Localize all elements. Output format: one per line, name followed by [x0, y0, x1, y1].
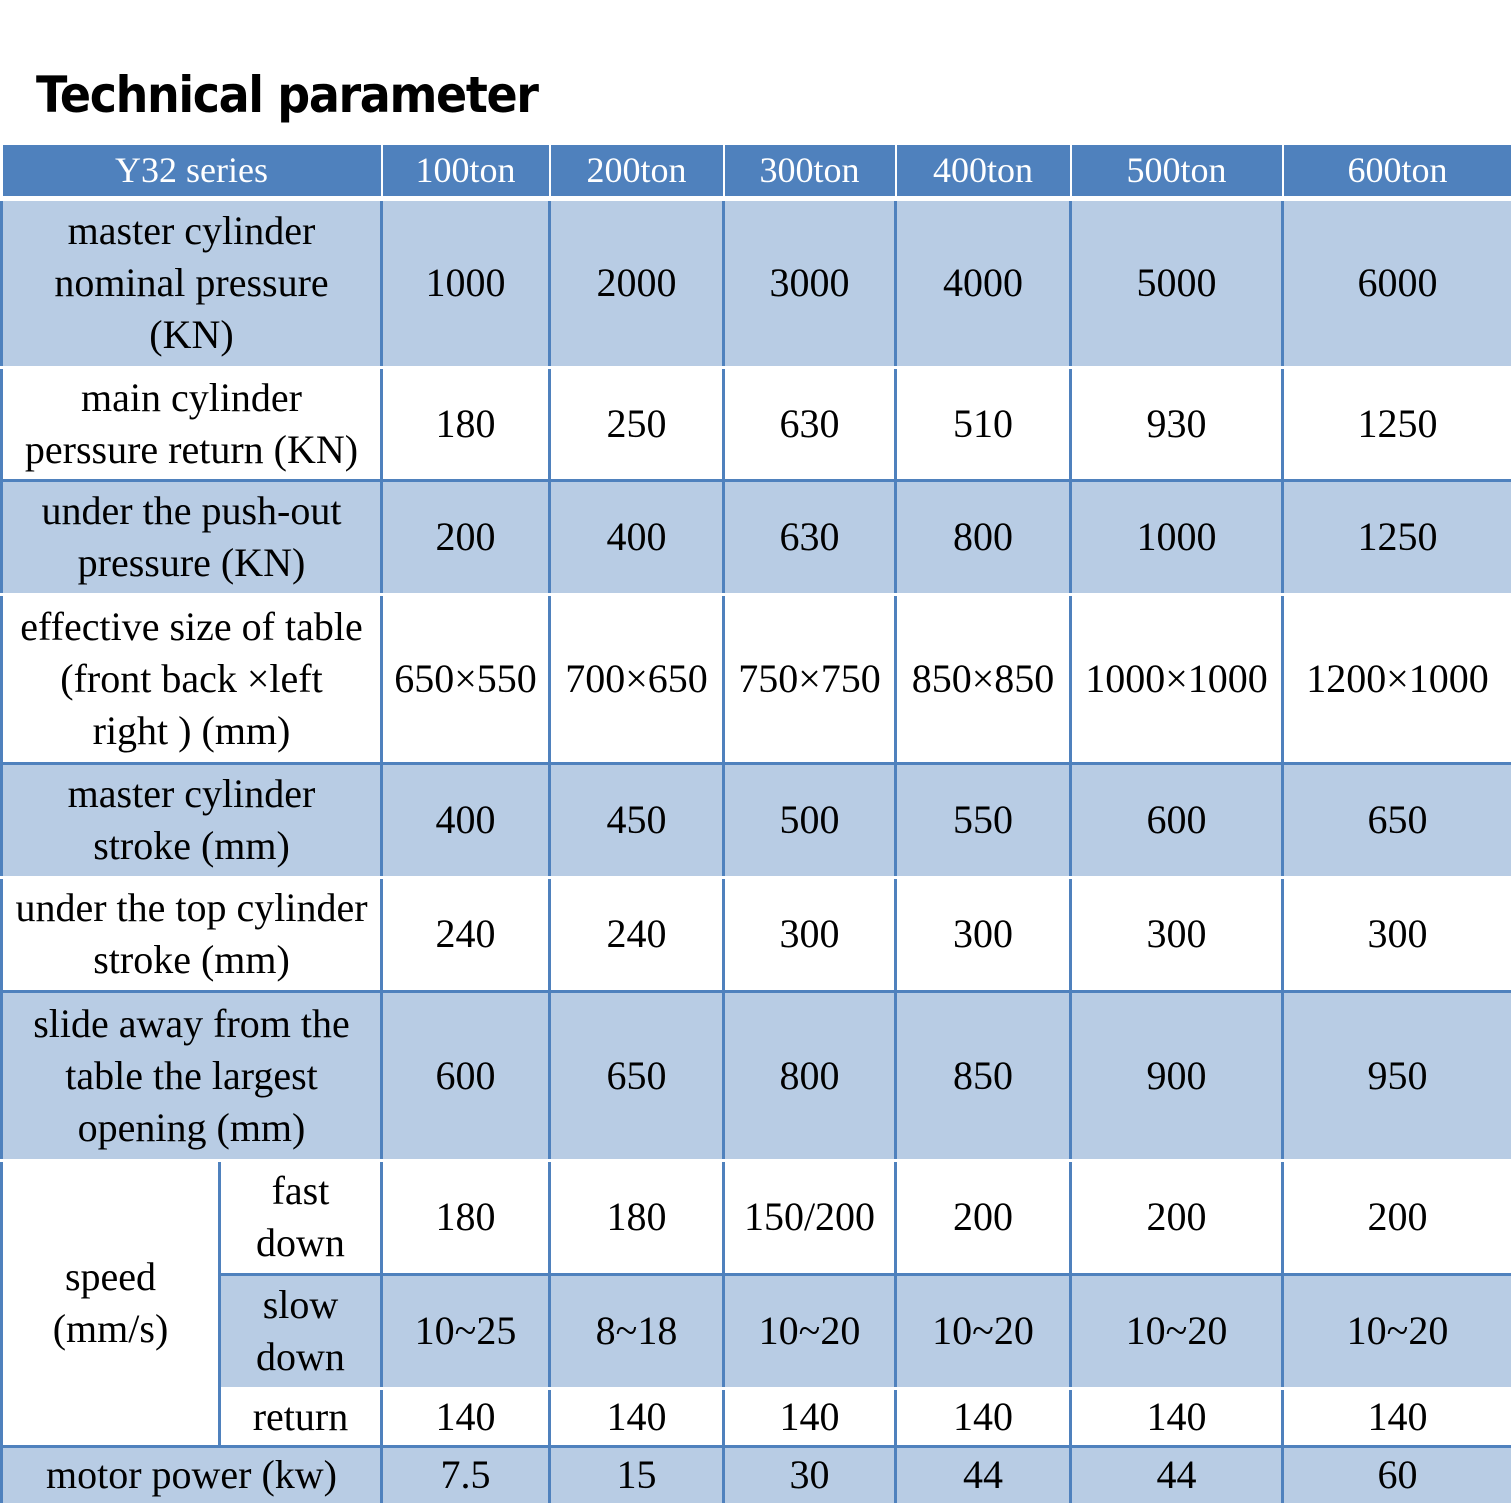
cell-value: 200	[1071, 1160, 1283, 1274]
cell-value: 180	[382, 367, 550, 480]
cell-value: 650	[550, 991, 724, 1160]
cell-value: 1000×1000	[1071, 594, 1283, 763]
cell-value: 3000	[724, 198, 896, 367]
row-sublabel: return	[220, 1388, 382, 1446]
cell-value: 250	[550, 367, 724, 480]
cell-value: 500	[724, 763, 896, 877]
header-model: 600ton	[1283, 144, 1511, 198]
cell-value: 200	[1283, 1160, 1511, 1274]
row-label: under the push-out pressure (KN)	[2, 480, 382, 594]
cell-value: 8~18	[550, 1274, 724, 1388]
row-return-pressure	[2, 367, 1511, 480]
header-model: 300ton	[724, 144, 896, 198]
cell-value: 850×850	[896, 594, 1071, 763]
cell-value: 600	[1071, 763, 1283, 877]
cell-value: 140	[382, 1388, 550, 1446]
cell-value: 630	[724, 367, 896, 480]
header-model: 200ton	[550, 144, 724, 198]
cell-value: 930	[1071, 367, 1283, 480]
cell-value: 15	[550, 1446, 724, 1504]
cell-value: 10~20	[896, 1274, 1071, 1388]
cell-value: 650×550	[382, 594, 550, 763]
cell-value: 1250	[1283, 367, 1511, 480]
cell-value: 10~20	[1283, 1274, 1511, 1388]
cell-value: 1000	[1071, 480, 1283, 594]
row-label: master cylinder nominal pressure (KN)	[2, 198, 382, 367]
cell-value: 800	[896, 480, 1071, 594]
cell-value: 750×750	[724, 594, 896, 763]
cell-value: 140	[724, 1388, 896, 1446]
row-label: slide away from the table the largest opening (mm)	[2, 991, 382, 1160]
row-label: motor power (kw)	[2, 1446, 382, 1504]
header-model: 100ton	[382, 144, 550, 198]
cell-value: 180	[550, 1160, 724, 1274]
row-sublabel: slow down	[220, 1274, 382, 1388]
row-motor-power	[2, 1446, 1511, 1504]
cell-value: 600	[382, 991, 550, 1160]
cell-value: 10~25	[382, 1274, 550, 1388]
row-nominal-pressure	[2, 198, 1511, 367]
cell-value: 140	[896, 1388, 1071, 1446]
cell-value: 4000	[896, 198, 1071, 367]
cell-value: 7.5	[382, 1446, 550, 1504]
cell-value: 1000	[382, 198, 550, 367]
page-title: Technical parameter	[36, 66, 538, 124]
header-series: Y32 series	[2, 144, 382, 198]
cell-value: 140	[1283, 1388, 1511, 1446]
header-model: 400ton	[896, 144, 1071, 198]
cell-value: 140	[1071, 1388, 1283, 1446]
cell-value: 10~20	[1071, 1274, 1283, 1388]
cell-value: 150/200	[724, 1160, 896, 1274]
cell-value: 240	[550, 877, 724, 991]
cell-value: 300	[1071, 877, 1283, 991]
row-pushout-pressure	[2, 480, 1511, 594]
header-row	[2, 144, 1511, 198]
cell-value: 60	[1283, 1446, 1511, 1504]
cell-value: 44	[1071, 1446, 1283, 1504]
cell-value: 700×650	[550, 594, 724, 763]
cell-value: 240	[382, 877, 550, 991]
cell-value: 6000	[1283, 198, 1511, 367]
cell-value: 180	[382, 1160, 550, 1274]
row-master-stroke	[2, 763, 1511, 877]
speed-group-label: speed (mm/s)	[2, 1160, 220, 1446]
cell-value: 5000	[1071, 198, 1283, 367]
cell-value: 400	[550, 480, 724, 594]
row-table-size	[2, 594, 1511, 763]
cell-value: 1200×1000	[1283, 594, 1511, 763]
cell-value: 800	[724, 991, 896, 1160]
cell-value: 850	[896, 991, 1071, 1160]
row-top-stroke	[2, 877, 1511, 991]
cell-value: 650	[1283, 763, 1511, 877]
row-speed-fast-down	[2, 1160, 1511, 1274]
spec-table	[0, 143, 1511, 1506]
row-speed-return	[2, 1388, 1511, 1446]
cell-value: 200	[896, 1160, 1071, 1274]
row-label: under the top cylinder stroke (mm)	[2, 877, 382, 991]
cell-value: 1250	[1283, 480, 1511, 594]
cell-value: 10~20	[724, 1274, 896, 1388]
cell-value: 300	[724, 877, 896, 991]
cell-value: 200	[382, 480, 550, 594]
row-label: effective size of table (front back ×left right ) (mm)	[2, 594, 382, 763]
header-model: 500ton	[1071, 144, 1283, 198]
cell-value: 950	[1283, 991, 1511, 1160]
cell-value: 450	[550, 763, 724, 877]
cell-value: 140	[550, 1388, 724, 1446]
row-sublabel: fast down	[220, 1160, 382, 1274]
cell-value: 630	[724, 480, 896, 594]
cell-value: 44	[896, 1446, 1071, 1504]
cell-value: 900	[1071, 991, 1283, 1160]
row-largest-opening	[2, 991, 1511, 1160]
cell-value: 300	[896, 877, 1071, 991]
row-label: master cylinder stroke (mm)	[2, 763, 382, 877]
cell-value: 400	[382, 763, 550, 877]
cell-value: 300	[1283, 877, 1511, 991]
cell-value: 2000	[550, 198, 724, 367]
cell-value: 30	[724, 1446, 896, 1504]
row-speed-slow-down	[2, 1274, 1511, 1388]
row-label: main cylinder perssure return (KN)	[2, 367, 382, 480]
cell-value: 510	[896, 367, 1071, 480]
cell-value: 550	[896, 763, 1071, 877]
